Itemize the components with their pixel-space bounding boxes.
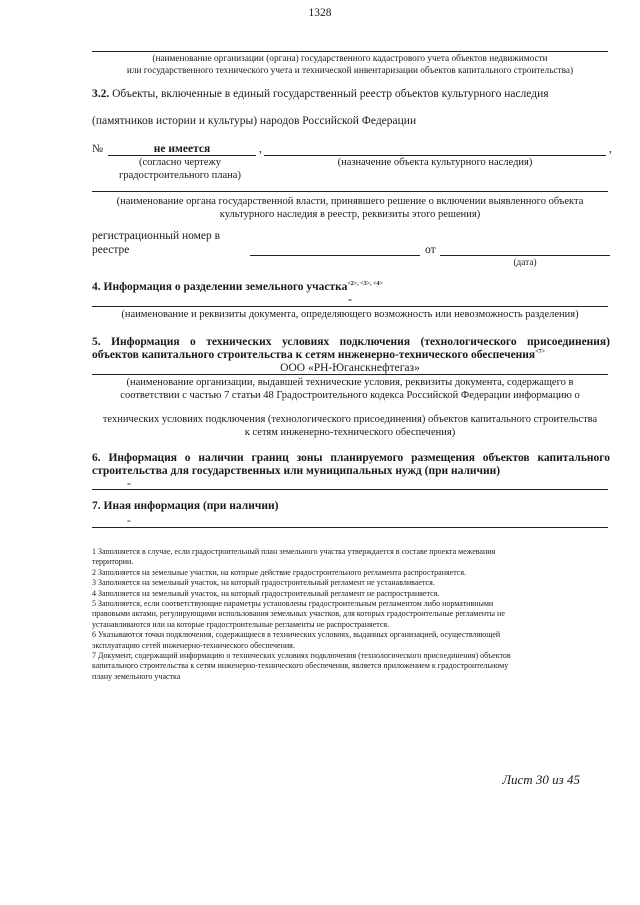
section-5-title-line-2: объектов капитального строительства к сетям инженерно-технического обеспечения	[92, 349, 536, 361]
footnotes	[92, 547, 612, 682]
section-6-value: -	[127, 478, 131, 490]
from-label: от	[425, 244, 436, 256]
footnote-line: устанавливаются или на которые градостроительные регламенты не распространяется.	[92, 619, 390, 629]
heritage-object-value: не имеется	[153, 143, 211, 155]
section-5-footnote-ref: <7>	[535, 349, 545, 356]
section-5-title-line-2-wrap	[92, 348, 545, 362]
footnote-line: 1 Заполняется в случае, если градостроительный план земельного участка утверждается в составе проекта межевания	[92, 547, 496, 556]
footnote-line: территории.	[92, 557, 134, 567]
divider-line	[92, 51, 608, 52]
field-underline	[92, 191, 608, 192]
comma: ,	[609, 143, 612, 155]
number-sign: №	[92, 143, 103, 155]
section-6-title-line-1: 6. Информация о наличии границ зоны планируемого размещения объектов капитального	[92, 452, 610, 464]
footnote-line: капитального строительства к сетям инженерно-технического обеспечения, является приложением к градостроительному	[92, 661, 509, 671]
comma: ,	[259, 143, 262, 155]
field-underline	[92, 374, 608, 375]
section-4-footnote-refs: <2>, <3>, <4>	[347, 281, 383, 288]
caption-drawing-line-1: (согласно чертежу	[138, 157, 222, 168]
section-5-caption-line-4: к сетям инженерно-технического обеспечения)	[244, 427, 456, 438]
footnote-line: плану земельного участка	[92, 671, 181, 681]
field-underline	[92, 306, 608, 307]
authority-caption-line-1: (наименование органа государственной власти, принявшего решение о включении выявленного объекта	[116, 196, 584, 207]
field-underline	[92, 527, 608, 528]
section-3-2-heading	[92, 87, 612, 101]
section-6-title-line-2: строительства для государственных или муниципальных нужд (при наличии)	[92, 465, 501, 477]
footnote-line: эксплуатацию сетей инженерно-технического обеспечения.	[92, 640, 295, 650]
section-5-caption-line-1: (наименование организации, выдавшей технические условия, реквизиты документа, содержащего в	[126, 377, 574, 388]
section-4-caption: (наименование и реквизиты документа, определяющего возможность или невозможность разделения)	[121, 309, 579, 320]
date-caption: (дата)	[513, 258, 537, 268]
field-underline	[92, 489, 608, 490]
footnote-line: 7 Документ, содержащий информацию о технических условиях подключения (технологического присоединения) объектов	[92, 651, 511, 661]
footnote-line: правовыми актами, регулирующими использования земельных участков, для которых градостроительные регламенты не	[92, 609, 505, 619]
reg-number-label-line-2: реестре	[92, 244, 130, 256]
section-5-value: ООО «РН-Юганскнефтегаз»	[280, 362, 420, 374]
footnote-line: 4 Заполняется на земельный участок, на который градостроительный регламент не распространяется.	[92, 588, 440, 598]
authority-caption-line-2: культурного наследия в реестр, реквизиты этого решения)	[219, 209, 481, 220]
footnote-line: 5 Заполняется, если соответствующие параметры установлены градостроительным регламентом либо нормативными	[92, 599, 494, 609]
sheet-label: Лист 30 из 45	[502, 772, 580, 787]
caption-drawing-line-2: градостроительного плана)	[119, 170, 241, 181]
section-5-title-line-1: 5. Информация о технических условиях подключения (технологического присоединения)	[92, 336, 610, 348]
section-3-2-title: Объекты, включенные в единый государственный реестр объектов культурного наследия	[112, 88, 549, 100]
section-4-value: -	[348, 294, 352, 306]
top-caption-line-2: или государственного технического учета и технической инвентаризации объектов капитального строительства)	[126, 66, 574, 76]
top-caption-line-1: (наименование организации (органа) государственного кадастрового учета объектов недвижимости	[152, 54, 548, 64]
section-5-caption-line-2: соответствии с частью 7 статьи 48 Градостроительного кодекса Российской Федерации информацию о	[120, 390, 580, 401]
section-7-title: 7. Иная информация (при наличии)	[92, 500, 279, 512]
section-5-caption-line-3: технических условиях подключения (технологического присоединения) объектов капитального строительства	[102, 414, 598, 425]
caption-heritage-purpose: (назначение объекта культурного наследия)	[337, 157, 533, 168]
section-4-title-text: 4. Информация о разделении земельного участка	[92, 281, 348, 293]
section-7-value: -	[127, 515, 131, 527]
section-4-title	[92, 280, 383, 294]
section-3-2-title-line-2: (памятников истории и культуры) народов Российской Федерации	[92, 115, 417, 127]
reg-number-underline	[250, 255, 420, 256]
reg-number-label-line-1: регистрационный номер в	[92, 230, 221, 242]
footnote-line: 6 Указываются точки подключения, содержащиеся в технических условиях, выданных организацией, осуществляющей	[92, 630, 501, 640]
section-3-2-number: 3.2.	[92, 88, 110, 100]
footnote-line: 3 Заполняется на земельный участок, на который градостроительный регламент не устанавливается.	[92, 578, 435, 588]
footnote-line: 2 Заполняется на земельные участки, на которые действие градостроительного регламента распространяется.	[92, 567, 467, 577]
date-underline	[440, 255, 610, 256]
page-number: 1328	[308, 7, 332, 19]
